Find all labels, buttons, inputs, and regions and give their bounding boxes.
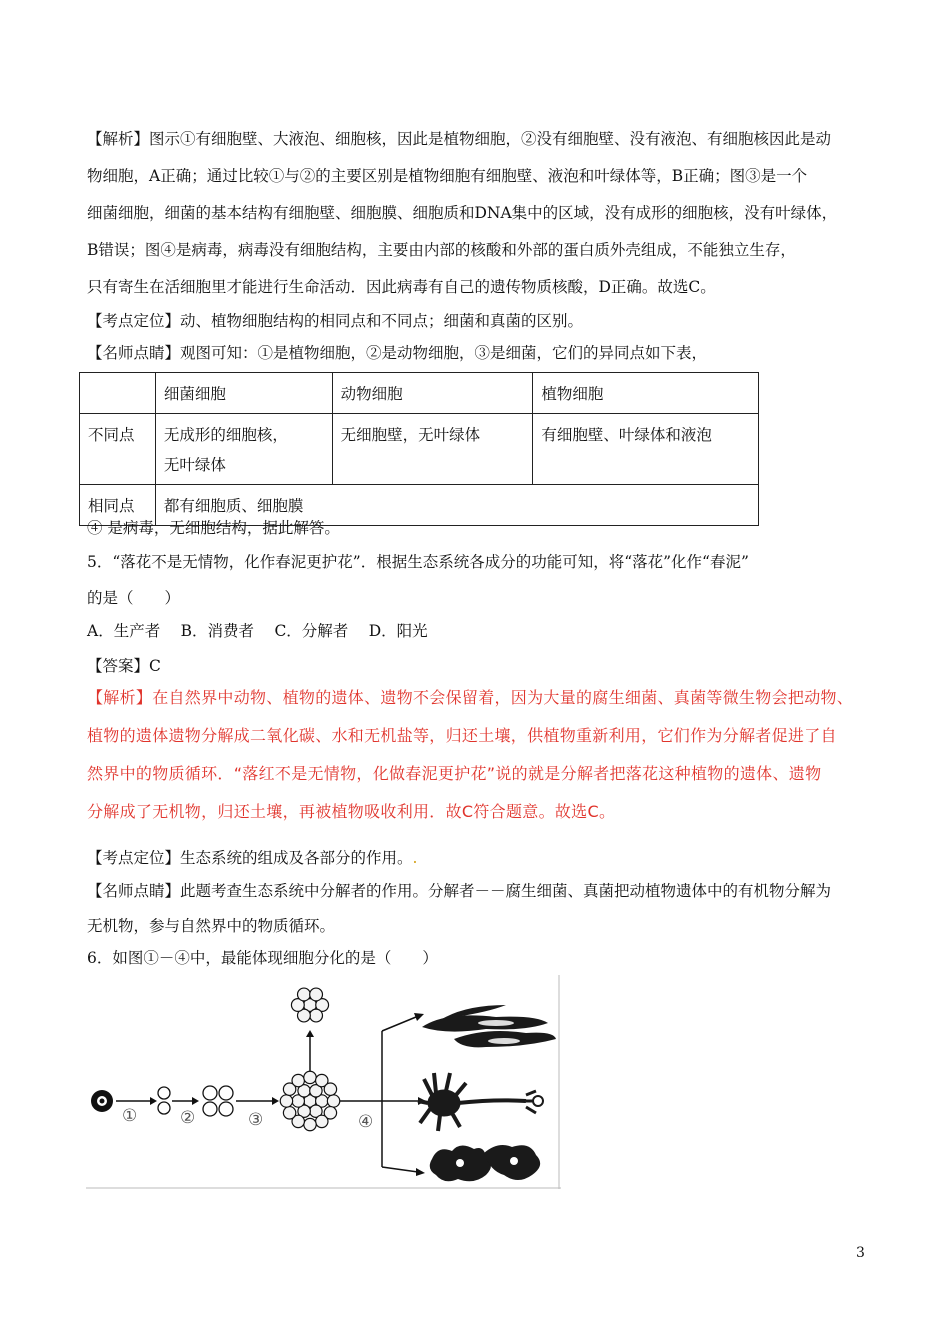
q5-analysis-3: 然界中的物质循环．“落红不是无情物，化做春泥更护花”说的就是分解者把落花这种植物的遗体、遗物 <box>87 764 822 783</box>
q5-stem-2: 的是（ ） <box>87 589 181 607</box>
q5-kaodian <box>87 848 417 868</box>
branch-bottom <box>382 1167 418 1172</box>
cell-text: 无成形的细胞核， <box>163 426 288 444</box>
label-4: ④ <box>358 1112 374 1132</box>
q5-stem-1: 5．“落花不是无情物，化作春泥更护花”．根据生态系统各成分的功能可知，将“落花”化作“春泥” <box>87 553 749 571</box>
branch-bottom-head <box>416 1168 425 1176</box>
table-cell: 细菌细胞 <box>155 373 332 414</box>
table-cell: 无细胞壁，无叶绿体 <box>332 414 533 485</box>
cell-dot <box>298 988 311 1001</box>
cell-dot <box>327 1095 339 1107</box>
branch-top <box>382 1017 416 1031</box>
q5-analysis-4: 分解成了无机物，归还土壤，再被植物吸收利用．故C符合题意。故选C。 <box>87 802 616 821</box>
table-cell: 相同点 <box>80 485 156 526</box>
cell-dot <box>304 1071 316 1083</box>
kaodian-1: 【考点定位】动、植物细胞结构的相同点和不同点；细菌和真菌的区别。 <box>87 312 584 330</box>
table-cell: 都有细胞质、细胞膜 <box>155 485 758 526</box>
cell-dot <box>316 1115 328 1127</box>
label-1: ① <box>122 1106 138 1126</box>
table-cell: 植物细胞 <box>533 373 759 414</box>
cell-dot <box>292 1074 304 1086</box>
arrow-3-head <box>272 1097 279 1105</box>
analysis-line-1: 【解析】图示①有细胞壁、大液泡、细胞核，因此是植物细胞，②没有细胞壁、没有液泡、有细胞核因此是动 <box>87 130 832 148</box>
muscle-cells-icon <box>422 1005 556 1047</box>
analysis-line-2: 物细胞，A正确；通过比较①与②的主要区别是植物细胞有细胞壁、液泡和叶绿体等，B正确；图③是一个 <box>87 167 808 185</box>
accent-dot: . <box>412 849 418 867</box>
cell-dot <box>280 1095 292 1107</box>
q5-answer: 【答案】C <box>87 657 161 675</box>
page-number: 3 <box>856 1245 865 1261</box>
cell-dot <box>324 1083 336 1095</box>
label-3: ③ <box>248 1110 264 1130</box>
comparison-table <box>79 372 759 526</box>
table-cell: 有细胞壁、叶绿体和液泡 <box>533 414 759 485</box>
q5-kaodian-text: 【考点定位】生态系统的组成及各部分的作用。 <box>87 849 413 867</box>
cell-dot <box>283 1107 295 1119</box>
q5-mingshi-2: 无机物，参与自然界中的物质循环。 <box>87 917 336 935</box>
label-2: ② <box>180 1108 196 1128</box>
table-cell: 动物细胞 <box>332 373 533 414</box>
q5-analysis-2: 植物的遗体遗物分解成二氧化碳、水和无机盐等，归还土壤，供植物重新利用，它们作为分解者促进了自 <box>87 726 837 745</box>
arrow-2-head <box>192 1097 199 1105</box>
arrow-1-head <box>150 1097 157 1105</box>
virus-note: ④ 是病毒，无细胞结构，据此解答。 <box>87 519 340 537</box>
cell-dot <box>304 1118 316 1130</box>
analysis-line-4: B错误；图④是病毒，病毒没有细胞结构，主要由内部的核酸和外部的蛋白质外壳组成，不能独立生存， <box>87 241 796 259</box>
table-cell <box>80 373 156 414</box>
two-cell-icon <box>158 1087 170 1114</box>
top-cluster-icon <box>291 988 328 1022</box>
branch-top-head <box>414 1013 424 1021</box>
table-header-row <box>80 373 759 414</box>
table-cell <box>155 414 332 485</box>
mingshi-1: 【名师点睛】观图可知：①是植物细胞，②是动物细胞，③是细菌，它们的异同点如下表， <box>87 344 708 362</box>
tissue-cells-icon <box>430 1145 540 1181</box>
analysis-line-5: 只有寄生在活细胞里才能进行生命活动．因此病毒有自己的遗传物质核酸，D正确。故选C。 <box>87 278 716 296</box>
cell-dot <box>310 1009 323 1022</box>
single-cell-icon <box>91 1090 113 1112</box>
table-row-diff <box>80 414 759 485</box>
analysis-line-3: 细菌细胞，细菌的基本结构有细胞壁、细胞膜、细胞质和DNA集中的区域，没有成形的细胞核，没有叶绿体， <box>87 204 838 222</box>
table-cell: 不同点 <box>80 414 156 485</box>
four-cell-icon <box>203 1086 233 1116</box>
cell-dot <box>310 988 323 1001</box>
arrow-up-head <box>306 1030 314 1037</box>
q5-analysis-1: 【解析】在自然界中动物、植物的遗体、遗物不会保留着，因为大量的腐生细菌、真菌等微生物会把动物、 <box>87 688 854 707</box>
q5-mingshi-1: 【名师点睛】此题考查生态系统中分解者的作用。分解者－－腐生细菌、真菌把动植物遗体中的有机物分解为 <box>87 882 832 900</box>
cell-differentiation-figure <box>86 975 561 1189</box>
q6-stem: 6．如图①－④中，最能体现细胞分化的是（ ） <box>87 949 438 967</box>
nerve-cell-icon <box>418 1073 543 1131</box>
q5-options: A．生产者 B．消费者 C．分解者 D．阳光 <box>87 622 428 640</box>
cell-text: 无叶绿体 <box>163 456 226 474</box>
cell-cluster-icon <box>280 1071 340 1131</box>
